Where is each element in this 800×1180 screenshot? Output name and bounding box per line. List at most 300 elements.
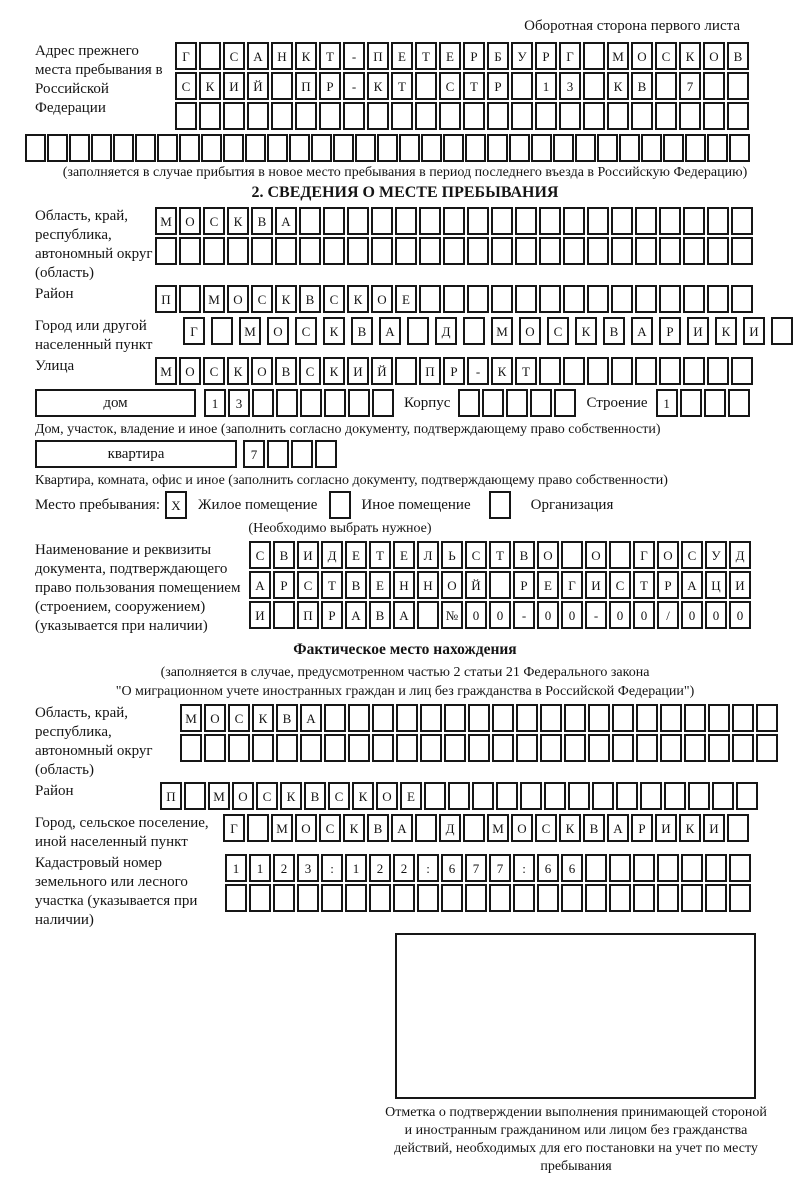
char-cell	[703, 102, 725, 130]
char-cell	[585, 884, 607, 912]
rayon-row	[155, 285, 755, 313]
char-cell: К	[227, 357, 249, 385]
char-cell	[343, 102, 365, 130]
char-cell: С	[256, 782, 278, 810]
char-cell: С	[681, 541, 703, 569]
char-cell	[609, 854, 631, 882]
char-cell	[611, 285, 633, 313]
char-cell: 0	[609, 601, 631, 629]
korpus-cells	[458, 389, 578, 417]
fact-note1: (заполняется в случае, предусмотренном частью 2 статьи 21 Федерального закона	[160, 665, 650, 680]
char-cell	[635, 207, 657, 235]
char-cell: Ь	[441, 541, 463, 569]
char-cell	[554, 389, 576, 417]
char-cell	[683, 357, 705, 385]
char-cell	[513, 884, 535, 912]
char-cell	[271, 102, 293, 130]
char-cell: М	[180, 704, 202, 732]
kadastr-cells	[225, 854, 753, 914]
char-cell	[539, 207, 561, 235]
char-cell: О	[657, 541, 679, 569]
char-cell	[448, 782, 470, 810]
char-cell: В	[275, 357, 297, 385]
char-cell: :	[321, 854, 343, 882]
char-cell	[540, 704, 562, 732]
char-cell: В	[631, 72, 653, 100]
char-cell: О	[251, 357, 273, 385]
char-cell: О	[227, 285, 249, 313]
char-cell: М	[203, 285, 225, 313]
char-cell: Р	[443, 357, 465, 385]
char-cell: К	[607, 72, 629, 100]
char-cell	[575, 134, 596, 162]
char-cell	[443, 285, 465, 313]
char-cell	[727, 102, 749, 130]
char-cell: 3	[297, 854, 319, 882]
char-cell: Т	[633, 571, 655, 599]
rayon-block	[35, 285, 775, 315]
char-cell: 6	[561, 854, 583, 882]
char-cell: 0	[705, 601, 727, 629]
char-cell	[225, 884, 247, 912]
char-cell: О	[703, 42, 725, 70]
char-cell	[544, 782, 566, 810]
organizatsiya-label: Организация	[530, 496, 614, 513]
char-cell: 7	[243, 440, 265, 468]
char-cell	[583, 102, 605, 130]
char-cell	[660, 734, 682, 762]
char-cell: И	[729, 571, 751, 599]
char-cell: С	[323, 285, 345, 313]
char-cell	[371, 237, 393, 265]
char-cell	[245, 134, 266, 162]
char-cell: О	[295, 814, 317, 842]
char-cell	[707, 134, 728, 162]
char-cell: С	[319, 814, 341, 842]
char-cell	[276, 734, 298, 762]
fact-gorod-block	[35, 814, 775, 852]
char-cell	[421, 134, 442, 162]
char-cell	[247, 814, 269, 842]
char-cell: С	[223, 42, 245, 70]
char-cell: В	[583, 814, 605, 842]
char-cell: К	[347, 285, 369, 313]
char-cell	[561, 541, 583, 569]
char-cell: А	[393, 601, 415, 629]
char-cell	[420, 734, 442, 762]
fact-title: Фактическое место нахождения	[293, 641, 517, 658]
char-cell	[563, 285, 585, 313]
char-cell: 0	[537, 601, 559, 629]
char-cell	[631, 102, 653, 130]
char-cell	[69, 134, 90, 162]
char-cell: И	[687, 317, 709, 345]
char-cell	[415, 814, 437, 842]
char-cell	[659, 237, 681, 265]
char-cell: Л	[417, 541, 439, 569]
char-cell	[727, 72, 749, 100]
char-cell: Г	[561, 571, 583, 599]
char-cell: -	[585, 601, 607, 629]
char-cell	[616, 782, 638, 810]
fact-gorod-label: Город, сельское поселение, иной населенный пункт	[35, 815, 209, 850]
char-cell	[487, 102, 509, 130]
char-cell: Т	[463, 72, 485, 100]
char-cell: С	[535, 814, 557, 842]
char-cell: О	[267, 317, 289, 345]
char-cell	[300, 734, 322, 762]
char-cell	[441, 884, 463, 912]
doc-row1	[249, 541, 753, 569]
char-cell: К	[323, 357, 345, 385]
char-cell: П	[295, 72, 317, 100]
char-cell: В	[369, 601, 391, 629]
char-cell	[223, 134, 244, 162]
char-cell	[399, 134, 420, 162]
char-cell: 7	[489, 854, 511, 882]
char-cell	[756, 704, 778, 732]
char-cell: М	[491, 317, 513, 345]
char-cell: К	[199, 72, 221, 100]
doc-cells	[249, 541, 753, 631]
char-cell: :	[417, 854, 439, 882]
char-cell	[583, 72, 605, 100]
char-cell	[291, 440, 313, 468]
char-cell: С	[655, 42, 677, 70]
char-cell: С	[251, 285, 273, 313]
char-cell: К	[343, 814, 365, 842]
char-cell: -	[467, 357, 489, 385]
prev-address-label: Адрес прежнего места пребывания в Российской Федерации	[35, 43, 163, 116]
char-cell: С	[228, 704, 250, 732]
char-cell	[509, 134, 530, 162]
char-cell	[299, 207, 321, 235]
char-cell: К	[323, 317, 345, 345]
char-cell	[468, 734, 490, 762]
char-cell	[489, 491, 511, 519]
char-cell	[635, 237, 657, 265]
kvartira-note: Квартира, комната, офис и иное (заполнить согласно документу, подтверждающему право собственности)	[35, 473, 668, 488]
char-cell: 2	[393, 854, 415, 882]
char-cell: А	[607, 814, 629, 842]
char-cell: Г	[633, 541, 655, 569]
char-cell	[267, 134, 288, 162]
char-cell	[273, 884, 295, 912]
char-cell	[491, 207, 513, 235]
char-cell: С	[295, 317, 317, 345]
char-cell: С	[465, 541, 487, 569]
char-cell	[731, 285, 753, 313]
char-cell	[664, 782, 686, 810]
char-cell	[321, 884, 343, 912]
char-cell: Й	[465, 571, 487, 599]
char-cell	[223, 102, 245, 130]
char-cell	[511, 102, 533, 130]
char-cell: Р	[513, 571, 535, 599]
char-cell	[204, 734, 226, 762]
char-cell: К	[679, 814, 701, 842]
char-cell	[539, 357, 561, 385]
prev-address-row4	[25, 134, 775, 162]
char-cell	[367, 102, 389, 130]
char-cell	[199, 42, 221, 70]
char-cell	[729, 134, 750, 162]
doc-row3	[249, 601, 753, 629]
char-cell	[419, 237, 441, 265]
char-cell: К	[491, 357, 513, 385]
char-cell: Е	[369, 571, 391, 599]
char-cell	[640, 782, 662, 810]
char-cell	[683, 207, 705, 235]
oblast-cells	[155, 207, 755, 267]
char-cell	[396, 734, 418, 762]
char-cell	[444, 734, 466, 762]
char-cell: С	[297, 571, 319, 599]
char-cell: Ц	[705, 571, 727, 599]
prev-address-cells	[175, 42, 751, 132]
char-cell	[705, 854, 727, 882]
stroenie-cells	[656, 389, 752, 417]
char-cell	[707, 207, 729, 235]
fact-note2: "О миграционном учете иностранных граждан и лиц без гражданства в Российской Федерации")	[115, 684, 695, 699]
char-cell: М	[155, 357, 177, 385]
char-cell	[535, 102, 557, 130]
stamp-caption: Отметка о подтверждении выполнения принимающей стороной и иностранным гражданином или лицом без гражданства действий, необходимых для его постановки на учет по месту пребывания	[385, 1105, 767, 1174]
char-cell	[635, 357, 657, 385]
char-cell: 1	[345, 854, 367, 882]
char-cell	[396, 704, 418, 732]
char-cell	[271, 72, 293, 100]
char-cell	[419, 285, 441, 313]
char-cell	[611, 357, 633, 385]
char-cell	[564, 734, 586, 762]
kadastr-block	[35, 854, 775, 930]
char-cell	[324, 704, 346, 732]
char-cell	[467, 207, 489, 235]
char-cell	[492, 704, 514, 732]
char-cell	[482, 389, 504, 417]
kvartira-box: квартира	[35, 440, 237, 468]
char-cell: К	[679, 42, 701, 70]
char-cell	[489, 884, 511, 912]
char-cell: Р	[321, 601, 343, 629]
char-cell: М	[607, 42, 629, 70]
char-cell	[707, 357, 729, 385]
char-cell: Р	[463, 42, 485, 70]
char-cell: Й	[247, 72, 269, 100]
char-cell: 0	[633, 601, 655, 629]
char-cell: С	[203, 207, 225, 235]
char-cell	[537, 884, 559, 912]
char-cell	[563, 357, 585, 385]
char-cell	[420, 704, 442, 732]
char-cell	[267, 440, 289, 468]
char-cell	[345, 884, 367, 912]
char-cell	[609, 541, 631, 569]
char-cell: 0	[561, 601, 583, 629]
char-cell	[506, 389, 528, 417]
char-cell	[227, 237, 249, 265]
char-cell: К	[575, 317, 597, 345]
char-cell	[458, 389, 480, 417]
char-cell: У	[705, 541, 727, 569]
char-cell: К	[352, 782, 374, 810]
char-cell	[655, 102, 677, 130]
char-cell	[391, 102, 413, 130]
fact-rayon-row	[160, 782, 760, 810]
char-cell: О	[441, 571, 463, 599]
char-cell: А	[345, 601, 367, 629]
char-cell	[417, 884, 439, 912]
char-cell	[659, 207, 681, 235]
char-cell: Т	[515, 357, 537, 385]
char-cell	[275, 237, 297, 265]
char-cell	[515, 237, 537, 265]
char-cell: К	[715, 317, 737, 345]
char-cell	[657, 854, 679, 882]
char-cell	[531, 134, 552, 162]
doc-label: Наименование и реквизиты документа, подтверждающего право пользования помещением (строением, сооружением) (указывается при наличии)	[35, 542, 241, 634]
page-header-note: Оборотная сторона первого листа	[524, 18, 740, 34]
char-cell: Т	[321, 571, 343, 599]
char-cell: И	[585, 571, 607, 599]
char-cell	[155, 237, 177, 265]
char-cell	[289, 134, 310, 162]
char-cell: Р	[535, 42, 557, 70]
char-cell: 7	[679, 72, 701, 100]
char-cell	[633, 884, 655, 912]
char-cell	[683, 285, 705, 313]
char-cell: Т	[391, 72, 413, 100]
oblast-row1	[155, 207, 755, 235]
char-cell: /	[657, 601, 679, 629]
char-cell	[113, 134, 134, 162]
char-cell	[659, 357, 681, 385]
doc-row2	[249, 571, 753, 599]
char-cell: X	[165, 491, 187, 519]
char-cell: О	[537, 541, 559, 569]
char-cell	[707, 285, 729, 313]
char-cell: О	[179, 357, 201, 385]
char-cell	[655, 72, 677, 100]
char-cell	[731, 207, 753, 235]
char-cell	[463, 102, 485, 130]
char-cell	[611, 237, 633, 265]
char-cell	[659, 285, 681, 313]
char-cell: Р	[659, 317, 681, 345]
char-cell: В	[513, 541, 535, 569]
char-cell	[583, 42, 605, 70]
char-cell	[489, 571, 511, 599]
char-cell	[592, 782, 614, 810]
dom-cells	[204, 389, 396, 417]
char-cell	[295, 102, 317, 130]
korpus-label: Корпус	[404, 395, 451, 411]
char-cell: Е	[439, 42, 461, 70]
char-cell	[299, 237, 321, 265]
ulitsa-label: Улица	[35, 358, 75, 374]
char-cell	[681, 854, 703, 882]
char-cell: Г	[559, 42, 581, 70]
char-cell: В	[727, 42, 749, 70]
char-cell	[597, 134, 618, 162]
char-cell: П	[367, 42, 389, 70]
char-cell	[611, 207, 633, 235]
char-cell	[369, 884, 391, 912]
char-cell: В	[299, 285, 321, 313]
char-cell: Е	[400, 782, 422, 810]
char-cell: 0	[729, 601, 751, 629]
stroenie-label: Строение	[586, 395, 648, 411]
checkbox-organizatsiya	[489, 491, 513, 519]
char-cell: 1	[204, 389, 226, 417]
char-cell	[681, 884, 703, 912]
char-cell: Е	[393, 541, 415, 569]
char-cell: М	[239, 317, 261, 345]
char-cell: Р	[631, 814, 653, 842]
char-cell	[463, 317, 485, 345]
char-cell: М	[155, 207, 177, 235]
char-cell	[636, 734, 658, 762]
char-cell: П	[419, 357, 441, 385]
char-cell: Т	[319, 42, 341, 70]
char-cell: М	[487, 814, 509, 842]
char-cell: А	[275, 207, 297, 235]
char-cell: Е	[345, 541, 367, 569]
char-cell	[771, 317, 793, 345]
char-cell	[516, 704, 538, 732]
char-cell: Р	[487, 72, 509, 100]
char-cell	[688, 782, 710, 810]
char-cell: Г	[183, 317, 205, 345]
char-cell	[443, 237, 465, 265]
prev-address-row1	[175, 42, 751, 70]
char-cell: К	[295, 42, 317, 70]
char-cell: 6	[441, 854, 463, 882]
char-cell	[561, 884, 583, 912]
kadastr-row2	[225, 884, 753, 912]
fact-oblast-label: Область, край, республика, автономный округ (область)	[35, 705, 153, 778]
char-cell	[684, 734, 706, 762]
char-cell	[348, 734, 370, 762]
char-cell	[372, 704, 394, 732]
char-cell	[683, 237, 705, 265]
char-cell: Р	[273, 571, 295, 599]
gorod-block	[35, 317, 775, 355]
char-cell: С	[609, 571, 631, 599]
char-cell: -	[343, 72, 365, 100]
char-cell: 2	[273, 854, 295, 882]
char-cell	[587, 237, 609, 265]
char-cell: О	[631, 42, 653, 70]
char-cell: С	[249, 541, 271, 569]
char-cell	[444, 704, 466, 732]
char-cell	[704, 389, 726, 417]
char-cell: С	[439, 72, 461, 100]
char-cell: Д	[435, 317, 457, 345]
checkbox-zhiloe	[165, 491, 189, 519]
char-cell	[607, 102, 629, 130]
char-cell: Р	[657, 571, 679, 599]
char-cell	[472, 782, 494, 810]
fact-oblast-block	[35, 704, 775, 780]
char-cell	[588, 734, 610, 762]
char-cell: 1	[225, 854, 247, 882]
char-cell	[465, 134, 486, 162]
char-cell: Т	[489, 541, 511, 569]
char-cell	[211, 317, 233, 345]
char-cell	[564, 704, 586, 732]
